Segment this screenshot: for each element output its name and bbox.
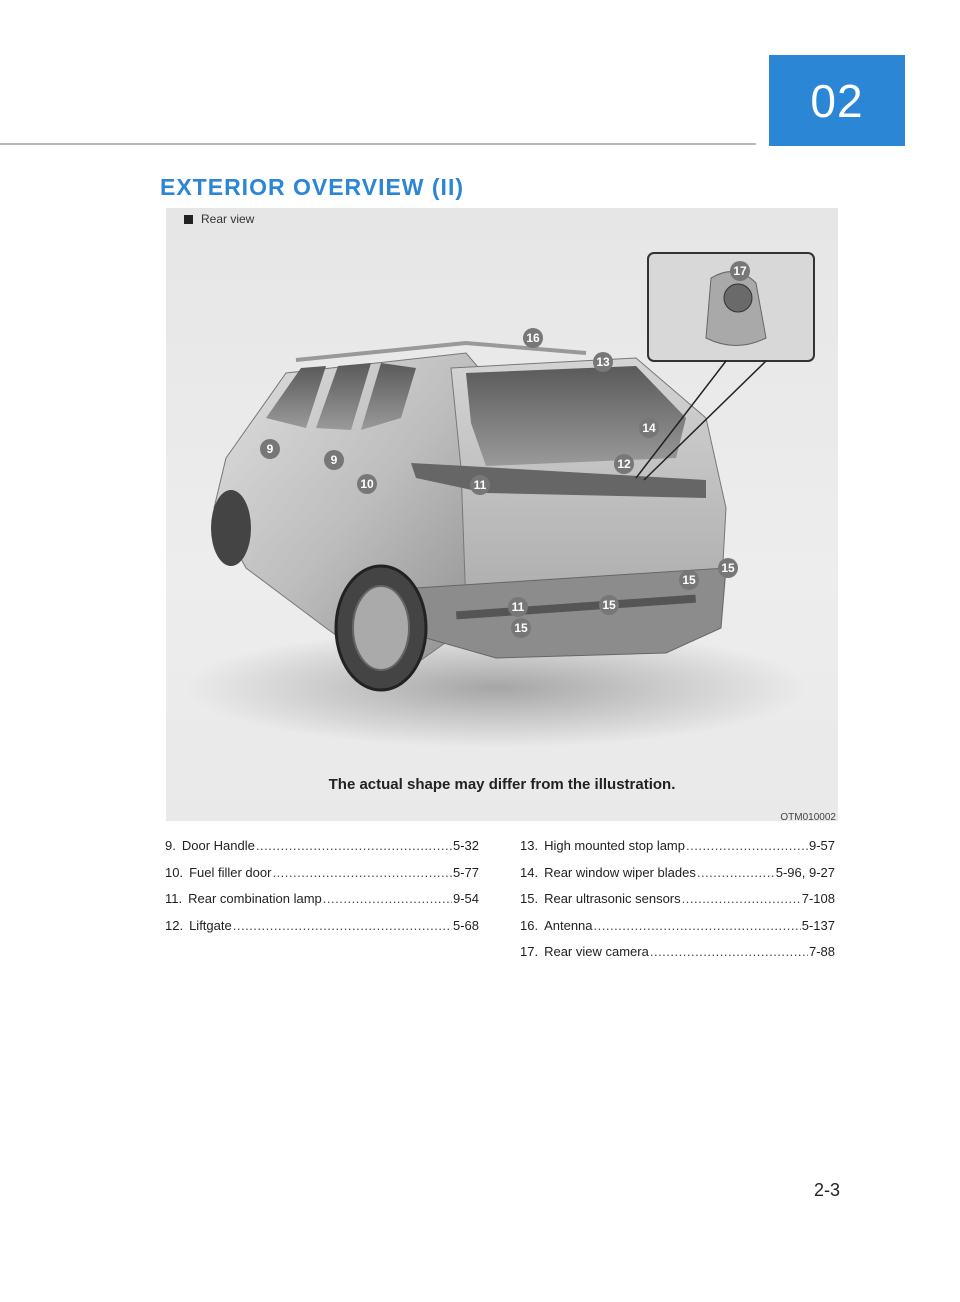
part-item — [520, 944, 835, 971]
callout-9b-label: 9 — [330, 453, 338, 467]
header-rule — [0, 143, 756, 145]
callout-14 — [639, 418, 659, 438]
page-reference[interactable]: 5-68 — [452, 917, 479, 933]
leader-dots — [272, 865, 452, 880]
part-number: 12. — [165, 917, 184, 933]
callout-10-label: 10 — [360, 477, 374, 491]
part-item — [520, 918, 835, 945]
leader-dots — [233, 918, 452, 933]
part-number: 14. — [520, 864, 539, 880]
part-name: Antenna — [544, 917, 593, 933]
callout-13 — [593, 352, 613, 372]
figure-section-text: Rear view — [201, 212, 255, 226]
part-number: 15. — [520, 891, 539, 906]
callout-15b — [599, 595, 619, 615]
leader-dots — [682, 891, 801, 906]
callout-17 — [730, 261, 750, 281]
callout-15a-label: 15 — [514, 621, 528, 635]
callout-12 — [614, 454, 634, 474]
exterior-illustration — [166, 208, 838, 821]
callout-15d — [718, 558, 738, 578]
front-left-wheel — [211, 490, 251, 566]
leader-dots — [594, 918, 801, 933]
leader-dots — [697, 865, 775, 880]
part-number: 11. — [165, 891, 183, 906]
part-name: Rear combination lamp — [188, 891, 322, 906]
page-reference[interactable]: 5-137 — [801, 917, 835, 933]
callout-9a — [260, 439, 280, 459]
part-name: Fuel filler door — [189, 864, 272, 880]
leader-dots — [650, 944, 808, 959]
page-reference[interactable]: 5-77 — [452, 864, 479, 880]
part-name: High mounted stop lamp — [544, 838, 685, 853]
part-item — [165, 891, 479, 918]
chapter-tab[interactable]: 02 — [769, 55, 905, 146]
page-title: EXTERIOR OVERVIEW (II) — [160, 174, 464, 200]
part-item — [520, 838, 835, 865]
page-number: 2-3 — [813, 1180, 840, 1200]
callout-9a-label: 9 — [266, 442, 274, 456]
parts-list-right — [520, 838, 835, 971]
car-rear-illustration — [166, 208, 838, 821]
part-name: Liftgate — [189, 917, 232, 933]
page-reference[interactable]: 7-108 — [801, 891, 835, 906]
page-reference[interactable]: 5-32 — [452, 838, 479, 853]
rear-left-rim — [353, 586, 409, 670]
callout-15b-label: 15 — [602, 598, 616, 612]
part-number: 17. — [520, 944, 539, 959]
callout-9b — [324, 450, 344, 470]
callout-12-label: 12 — [617, 457, 631, 471]
callout-13-label: 13 — [596, 355, 610, 369]
part-item — [165, 838, 479, 865]
callout-15c-label: 15 — [682, 573, 696, 587]
callout-10 — [357, 474, 377, 494]
figure-caption: The actual shape may differ from the illustration. — [328, 776, 676, 793]
page-reference[interactable]: 7-88 — [808, 944, 835, 959]
camera-lens — [724, 284, 752, 312]
leader-dots — [256, 838, 452, 853]
leader-dots — [686, 838, 808, 853]
part-item — [520, 891, 835, 918]
part-item — [165, 865, 479, 892]
callout-14-label: 14 — [642, 421, 656, 435]
part-name: Rear view camera — [544, 944, 649, 959]
callout-15d-label: 15 — [721, 561, 735, 575]
parts-list-left — [165, 838, 479, 944]
part-number: 10. — [165, 864, 184, 880]
page-reference[interactable]: 5-96, 9-27 — [775, 864, 835, 880]
callout-11b-label: 11 — [511, 600, 525, 614]
part-number: 16. — [520, 917, 539, 933]
callout-16-label: 16 — [526, 331, 540, 345]
callout-16 — [523, 328, 543, 348]
part-number: 9. — [165, 838, 176, 853]
part-number: 13. — [520, 838, 539, 853]
part-item — [165, 918, 479, 945]
page-reference[interactable]: 9-54 — [452, 891, 479, 906]
callout-15c — [679, 570, 699, 590]
callout-11a — [470, 475, 490, 495]
part-name: Rear ultrasonic sensors — [544, 891, 681, 906]
callout-15a — [511, 618, 531, 638]
callout-11b — [508, 597, 528, 617]
callout-11a-label: 11 — [473, 478, 487, 492]
part-item — [520, 865, 835, 892]
part-name: Door Handle — [181, 838, 255, 853]
figure-code: OTM010002 — [780, 812, 836, 821]
callout-17-label: 17 — [733, 264, 747, 278]
page-reference[interactable]: 9-57 — [808, 838, 835, 853]
part-name: Rear window wiper blades — [544, 864, 696, 880]
leader-dots — [323, 891, 452, 906]
